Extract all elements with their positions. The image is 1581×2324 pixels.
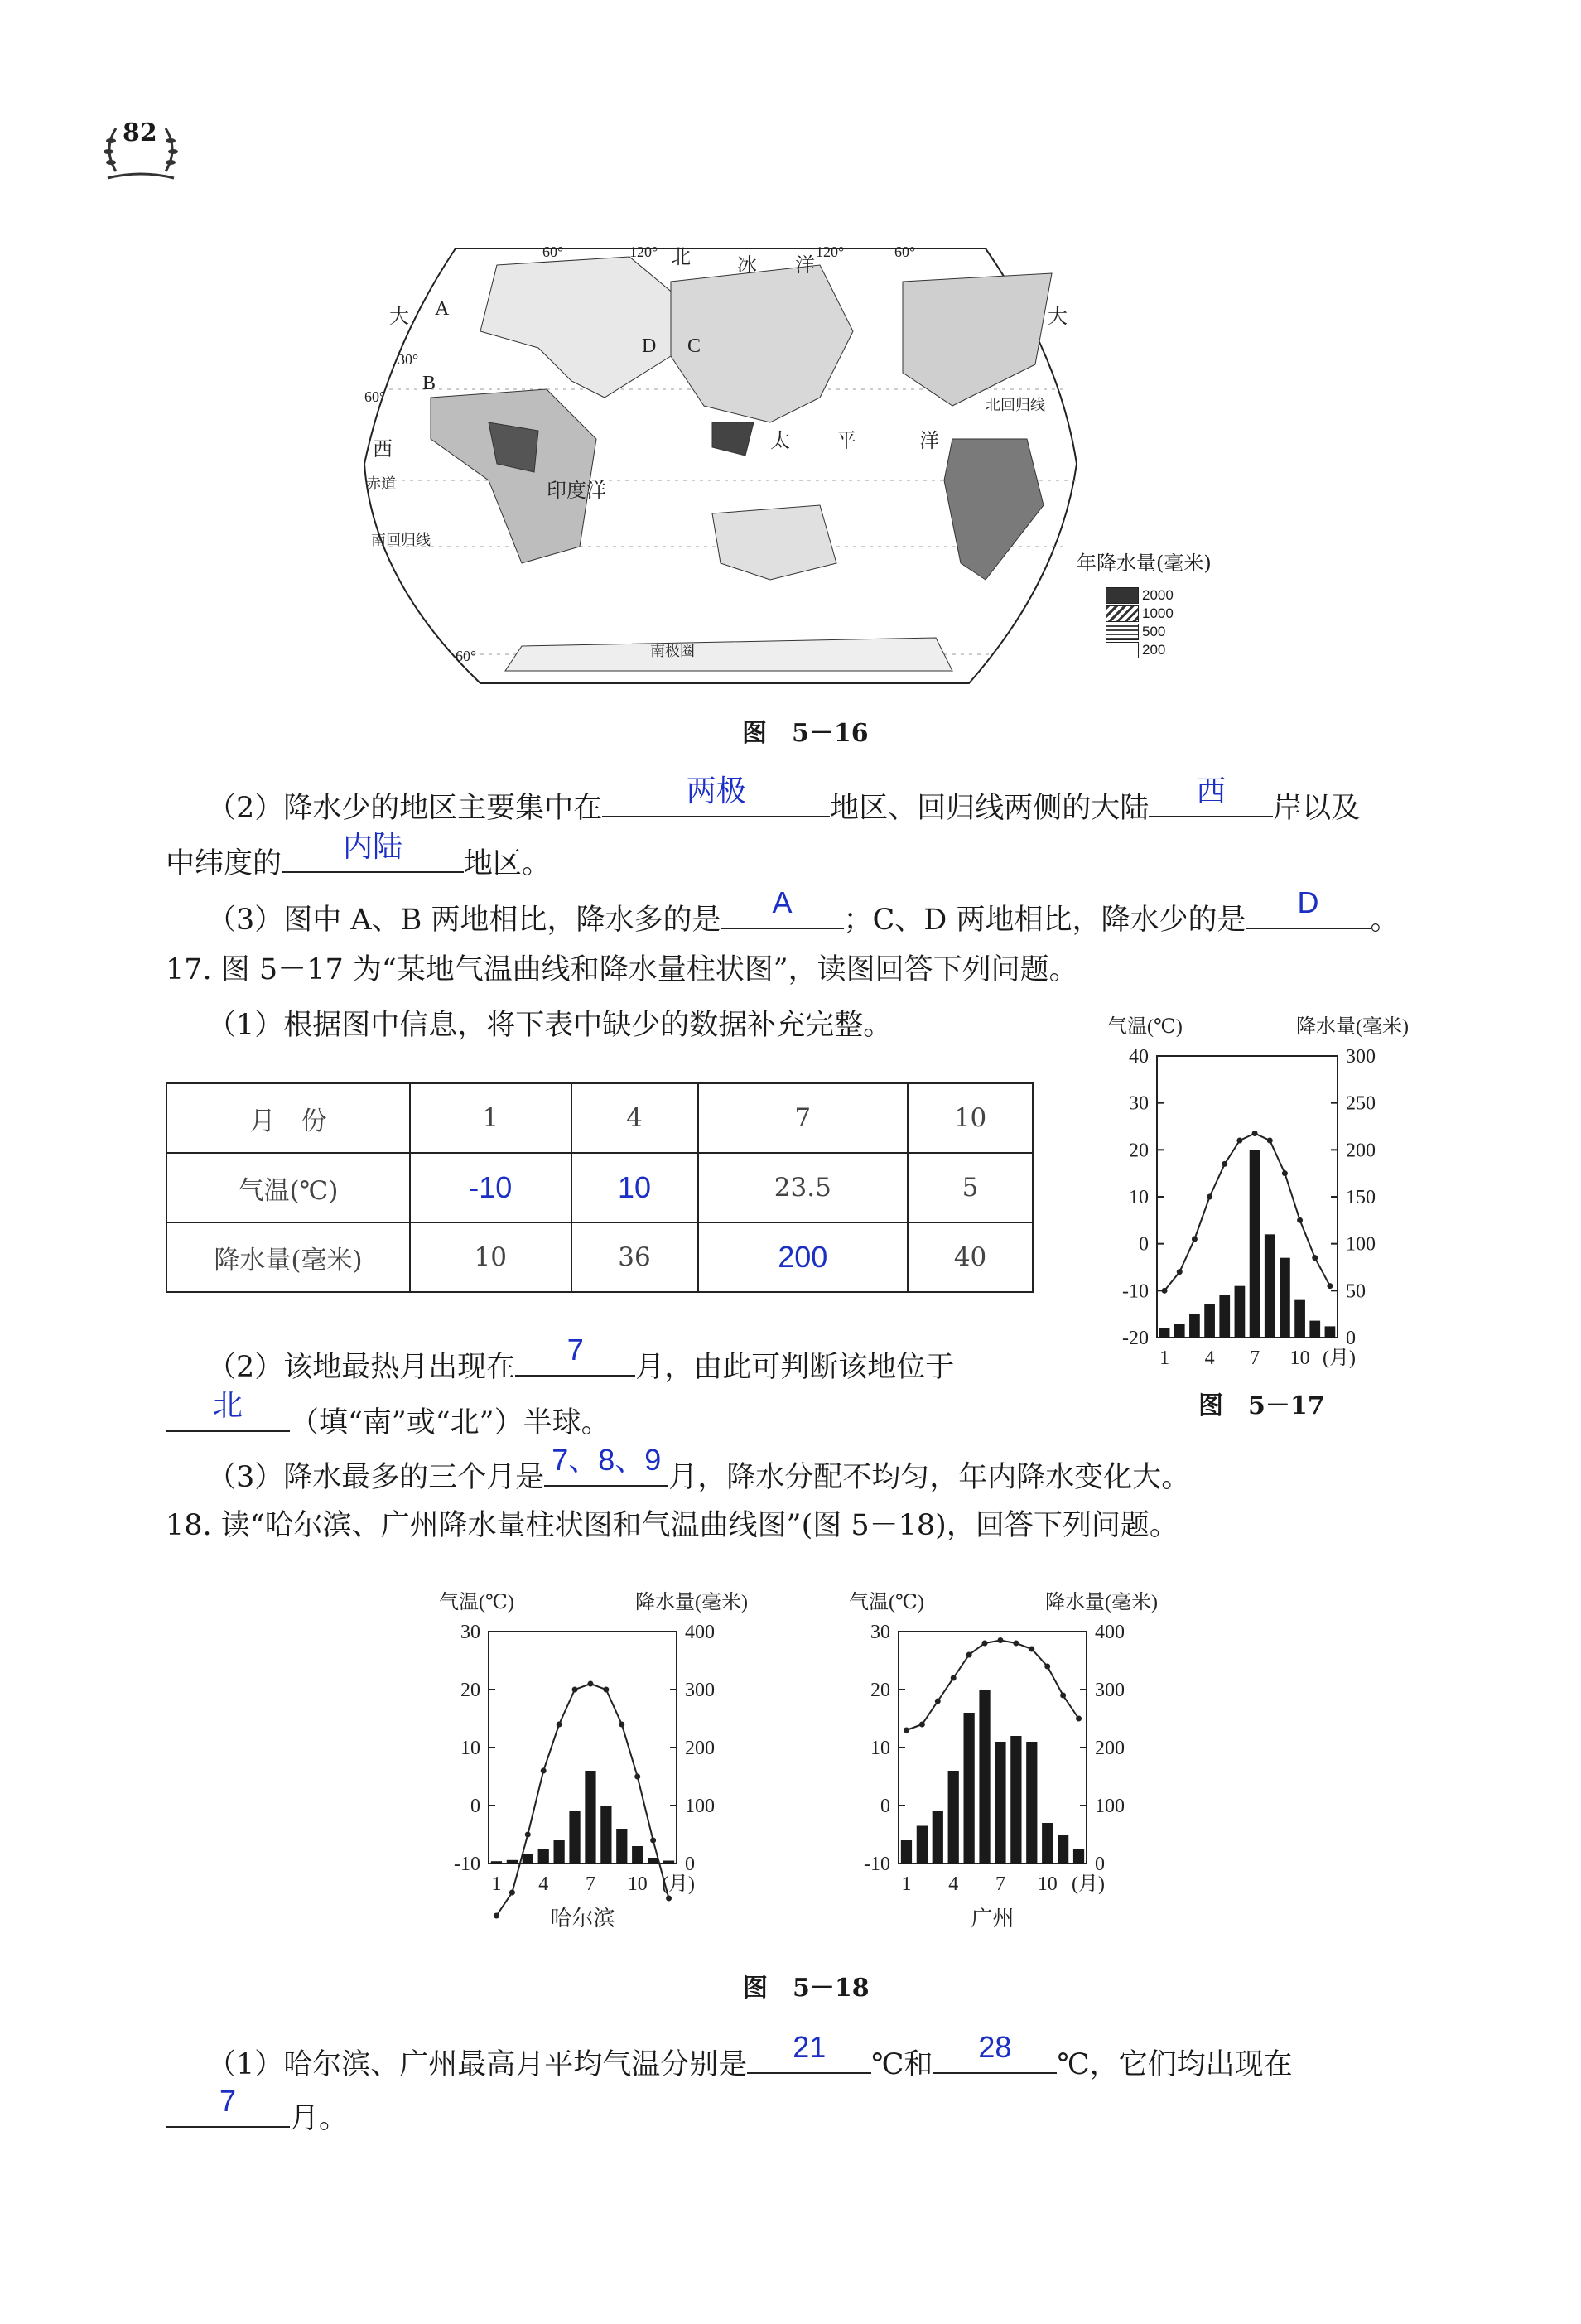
precip-bar [917,1826,928,1864]
precip-bar [1159,1328,1170,1338]
y2-axis-title: 降水量(毫米) [635,1592,748,1613]
chart-5-17 [1068,1002,1458,1383]
blank-guangzhou-max[interactable]: 28 [933,2039,1057,2074]
temp-point [1029,1647,1034,1652]
precip-bar [1204,1304,1215,1338]
temp-point [1013,1641,1019,1647]
label-point-D: D [642,335,657,357]
y2-axis-title: 降水量(毫米) [1296,1016,1409,1038]
temp-line [907,1641,1079,1731]
plot-frame [1157,1056,1338,1338]
legend-1000: 1000 [1142,605,1174,621]
precip-bar [554,1840,565,1864]
y2-tick-label: 0 [1095,1854,1105,1875]
legend-title: 年降水量(毫米) [1077,552,1212,575]
precip-bar [1174,1324,1185,1338]
temp-point [1267,1138,1273,1144]
blank-D[interactable]: D [1246,894,1371,929]
x-tick-label: 1 [1159,1348,1170,1369]
temp-point [666,1896,672,1902]
y2-tick-label: 200 [685,1738,715,1759]
precip-bar [1280,1258,1290,1338]
y-tick-label: 30 [870,1622,890,1643]
y-tick-label: 40 [1129,1046,1149,1068]
temp-point [1044,1664,1050,1670]
blank-hottest-month[interactable]: 7 [515,1342,635,1377]
figure-5-18-caption: 图 5－18 [743,1974,870,2003]
label-point-B: B [422,373,436,394]
x-tick-label: 10 [627,1873,648,1895]
x-tick-label: 7 [995,1873,1005,1895]
precip-bar [616,1829,627,1864]
precip-bar [1235,1286,1246,1338]
temp-point [509,1890,515,1896]
answer-temp-apr[interactable]: 10 [571,1153,698,1222]
x-tick-label: 7 [1250,1348,1260,1369]
blank-max-month[interactable]: 7 [166,2093,290,2128]
temp-point [572,1687,578,1693]
x-axis-unit: (月) [662,1873,695,1895]
temp-point [935,1699,941,1704]
blank-harbin-max[interactable]: 21 [747,2039,871,2074]
precip-bar [948,1771,959,1864]
label-north-ocean-3: 洋 [795,255,815,277]
legend-2000: 2000 [1142,587,1174,603]
y-tick-label: 10 [460,1738,480,1759]
temp-point [1297,1217,1303,1223]
y-tick-label: 20 [1129,1140,1149,1162]
label-atlantic-west: 大 [1048,306,1068,328]
temp-point [904,1728,909,1733]
temp-point [541,1768,547,1774]
q18-part1-line1: （1）哈尔滨、广州最高月平均气温分别是 21 ℃和 28 ℃，它们均出现在 [207,2030,1293,2081]
q18-part1-line2: 7 月。 [166,2093,348,2138]
label-pacific-2: 平 [836,431,856,452]
y-tick-label: 30 [1129,1092,1149,1115]
precip-bar [964,1713,975,1864]
y-tick-label: 0 [470,1796,480,1817]
temp-point [1076,1716,1082,1722]
x-tick-label: 10 [1037,1873,1058,1895]
label-lat60: 60° [364,388,386,405]
answer-precip-jul[interactable]: 200 [698,1222,909,1292]
y-tick-label: 20 [460,1680,480,1701]
temp-point [1060,1693,1066,1699]
label-point-C: C [687,335,701,357]
label-antarctic-circle: 南极圈 [650,643,695,659]
precip-bar [632,1846,643,1864]
y2-tick-label: 100 [1095,1796,1125,1817]
plot-frame [489,1632,677,1864]
label-pacific-1: 太 [770,431,790,452]
blank-west[interactable]: 西 [1149,783,1273,817]
y-tick-label: 20 [870,1680,890,1701]
x-tick-label: 4 [1204,1348,1215,1369]
label-equator: 赤道 [366,475,396,492]
label-north-ocean-2: 冰 [737,255,757,277]
y-axis-title: 气温(℃) [849,1592,924,1613]
y-axis-title: 气温(℃) [439,1592,514,1613]
precip-bar [933,1811,943,1864]
y-tick-label: -10 [1122,1280,1149,1303]
x-axis-unit: (月) [1323,1348,1356,1369]
temp-point [1327,1283,1333,1289]
q17-part3: （3）降水最多的三个月是 7、8、9 月，降水分配不均匀，年内降水变化大。 [207,1443,1191,1494]
legend-200: 200 [1142,642,1166,658]
y-axis-title: 气温(℃) [1107,1016,1183,1038]
precip-bar [1265,1234,1275,1338]
temp-point [1162,1288,1168,1294]
x-axis-unit: (月) [1072,1873,1105,1895]
blank-wettest-months[interactable]: 7、8、9 [544,1452,668,1487]
y2-tick-label: 50 [1346,1280,1366,1303]
q16-part3: （3）图中 A、B 两地相比，降水多的是 A ；C、D 两地相比，降水少的是 D 。 [207,885,1400,937]
figure-5-16-caption: 图 5－16 [742,719,869,748]
answer-temp-jan[interactable]: -10 [410,1153,571,1222]
y-tick-label: 0 [880,1796,890,1817]
precip-bar [569,1811,580,1864]
label-lon120: 120° [629,243,658,260]
precip-bar [1073,1849,1084,1864]
x-tick-label: 1 [901,1873,912,1895]
temp-point [650,1838,656,1844]
page-number: 82 [123,118,157,147]
temp-point [634,1774,640,1780]
q17-data-table [166,1082,1034,1293]
y2-axis-title: 降水量(毫米) [1045,1592,1158,1613]
q17-part2-line2: 北 （填“南”或“北”）半球。 [166,1397,610,1443]
q16-part2-line2: 中纬度的 内陆 地区。 [166,829,552,880]
q16-part2-line1: （2）降水少的地区主要集中在 两极 地区、回归线两侧的大陆 西 岸以及 [207,774,1361,825]
x-tick-label: 7 [585,1873,595,1895]
q17-part2-line1: （2）该地最热月出现在 7 月，由此可判断该地位于 [207,1333,955,1384]
table-row: 降水量(毫米) 10 36 200 40 [166,1222,1033,1292]
label-lat30: 30° [398,351,419,368]
label-point-A: A [435,298,450,320]
label-tropic-south: 南回归线 [371,532,431,548]
y-tick-label: 10 [870,1738,890,1759]
y-tick-label: -10 [864,1854,890,1875]
y-tick-label: 10 [1129,1187,1149,1208]
y-tick-label: 0 [1139,1233,1149,1256]
precip-bar [979,1690,990,1864]
station-name: 哈尔滨 [550,1907,615,1931]
precip-bar [1309,1321,1320,1338]
label-lon120b: 120° [816,243,845,260]
label-pacific-3: 洋 [919,431,939,452]
blank-A[interactable]: A [721,894,844,929]
y2-tick-label: 150 [1346,1187,1376,1208]
page-number-badge [91,104,190,186]
legend-500: 500 [1142,624,1166,639]
precip-bar [1058,1835,1068,1864]
temp-point [525,1832,531,1838]
q17-part1: （1）根据图中信息，将下表中缺少的数据补充完整。 [207,1009,893,1042]
blank-inland[interactable]: 内陆 [282,838,464,873]
label-north-ocean-1: 北 [671,247,691,268]
q18-title: 18. 读“哈尔滨、广州降水量柱状图和气温曲线图”(图 5－18)，回答下列问题。 [166,1509,1179,1542]
temp-point [1192,1237,1198,1242]
precip-bar [491,1861,502,1864]
chart-guangzhou [820,1574,1209,1963]
temp-point [494,1913,499,1919]
figure-5-17-caption: 图 5－17 [1198,1391,1325,1420]
temp-point [997,1637,1003,1643]
y2-tick-label: 0 [685,1854,695,1875]
y2-tick-label: 100 [1346,1233,1376,1256]
station-name: 广州 [971,1907,1015,1931]
label-west: 西 [373,439,393,460]
temp-point [587,1681,593,1687]
y2-tick-label: 100 [685,1796,715,1817]
precip-bar [600,1806,611,1864]
precip-bar [585,1771,595,1864]
label-lon60b: 60° [894,243,916,260]
precip-bar [1042,1823,1053,1864]
temp-point [951,1675,957,1681]
world-precipitation-map [356,232,1085,696]
precip-bar [1250,1150,1260,1338]
temp-point [1177,1269,1183,1275]
x-tick-label: 10 [1289,1348,1310,1369]
y-tick-label: -10 [454,1854,480,1875]
y-tick-label: 30 [460,1622,480,1643]
table-row: 气温(℃) -10 10 23.5 5 [166,1153,1033,1222]
y2-tick-label: 200 [1095,1738,1125,1759]
y2-tick-label: 300 [685,1680,715,1701]
precip-bar [663,1861,674,1864]
temp-point [1236,1138,1242,1144]
blank-polar[interactable]: 两极 [602,783,830,817]
precip-bar [901,1840,912,1864]
label-lon60: 60° [542,243,564,260]
temp-point [619,1722,624,1728]
y2-tick-label: 0 [1346,1328,1356,1349]
temp-point [1312,1255,1318,1261]
precip-bar [1010,1736,1021,1864]
temp-line [1164,1134,1330,1291]
y2-tick-label: 300 [1095,1680,1125,1701]
temp-point [966,1652,972,1658]
temp-point [1207,1194,1212,1200]
y2-tick-label: 200 [1346,1140,1376,1162]
label-indian-ocean: 印度洋 [547,480,606,502]
temp-point [1222,1161,1227,1167]
precip-bar [648,1858,658,1864]
precip-bar [1026,1742,1037,1864]
temp-point [1282,1170,1288,1176]
temp-point [919,1722,925,1728]
precip-bar [507,1860,518,1864]
precip-bar [523,1854,533,1864]
label-tropic-north: 北回归线 [986,397,1045,413]
y2-tick-label: 400 [1095,1622,1125,1643]
x-tick-label: 4 [948,1873,959,1895]
precip-bar [1294,1300,1305,1338]
precip-bar [1189,1314,1200,1338]
y2-tick-label: 400 [685,1622,715,1643]
chart-harbin [410,1574,799,1963]
temp-point [1252,1131,1258,1136]
x-tick-label: 4 [538,1873,549,1895]
y2-tick-label: 250 [1346,1092,1376,1115]
label-atlantic-top: 大 [389,306,409,328]
precipitation-legend [1077,547,1259,687]
precip-bar [538,1849,549,1864]
precip-bar [1219,1295,1230,1338]
precip-bar [1325,1326,1336,1338]
y2-tick-label: 300 [1346,1046,1376,1068]
table-row: 月 份 1 4 7 10 [166,1083,1033,1153]
x-tick-label: 1 [491,1873,502,1895]
temp-point [557,1722,562,1728]
temp-point [982,1641,988,1647]
blank-hemisphere[interactable]: 北 [166,1397,290,1432]
temp-point [603,1687,609,1693]
label-lat60s: 60° [456,648,477,664]
q17-title: 17. 图 5－17 为“某地气温曲线和降水量柱状图”，读图回答下列问题。 [166,953,1078,986]
y-tick-label: -20 [1122,1328,1149,1349]
precip-bar [995,1742,1005,1864]
